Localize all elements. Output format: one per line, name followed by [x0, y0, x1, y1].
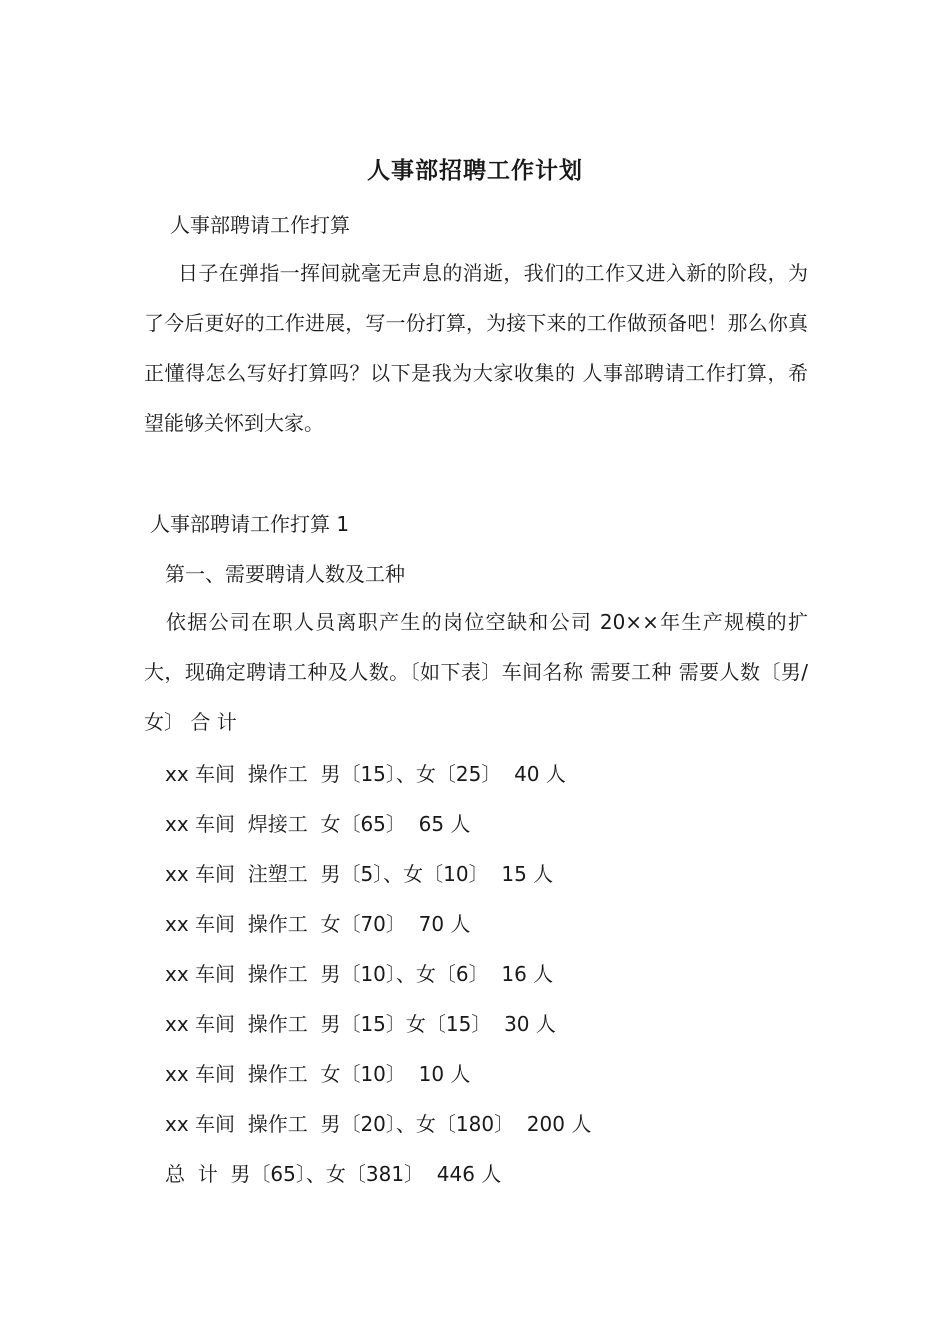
section-title: 人事部聘请工作打算 1	[150, 512, 350, 536]
workshop-row: xx 车间 操作工 男〔10〕、女〔6〕 16 人	[165, 962, 554, 986]
document-title: 人事部招聘工作计划	[367, 158, 583, 184]
workshop-row: xx 车间 操作工 男〔15〕女〔15〕 30 人	[165, 1012, 556, 1036]
part-title: 第一、需要聘请人数及工种	[165, 562, 405, 586]
workshop-row: xx 车间 注塑工 男〔5〕、女〔10〕 15 人	[165, 862, 554, 886]
document-subtitle: 人事部聘请工作打算	[170, 213, 350, 237]
workshop-row: xx 车间 操作工 男〔15〕、女〔25〕 40 人	[165, 762, 566, 786]
intro-paragraph: 日子在弹指一挥间就毫无声息的消逝，我们的工作又进入新的阶段，为了今后更好的工作进展，写一份打算，为接下来的工作做预备吧！那么你真正懂得怎么写好打算吗？以下是我为大家收集的 人事部聘请工作打算，希望能够关怀到大家。	[144, 261, 808, 435]
workshop-row: xx 车间 操作工 男〔20〕、女〔180〕 200 人	[165, 1112, 592, 1136]
basis-paragraph: 依据公司在职人员离职产生的岗位空缺和公司 20××年生产规模的扩大，现确定聘请工种及人数。〔如下表〕车间名称 需要工种 需要人数〔男/女〕 合 计	[144, 610, 808, 734]
total-row: 总 计 男〔65〕、女〔381〕 446 人	[165, 1162, 502, 1186]
workshop-row: xx 车间 操作工 女〔10〕 10 人	[165, 1062, 471, 1086]
workshop-row: xx 车间 操作工 女〔70〕 70 人	[165, 912, 471, 936]
workshop-row: xx 车间 焊接工 女〔65〕 65 人	[165, 812, 471, 836]
